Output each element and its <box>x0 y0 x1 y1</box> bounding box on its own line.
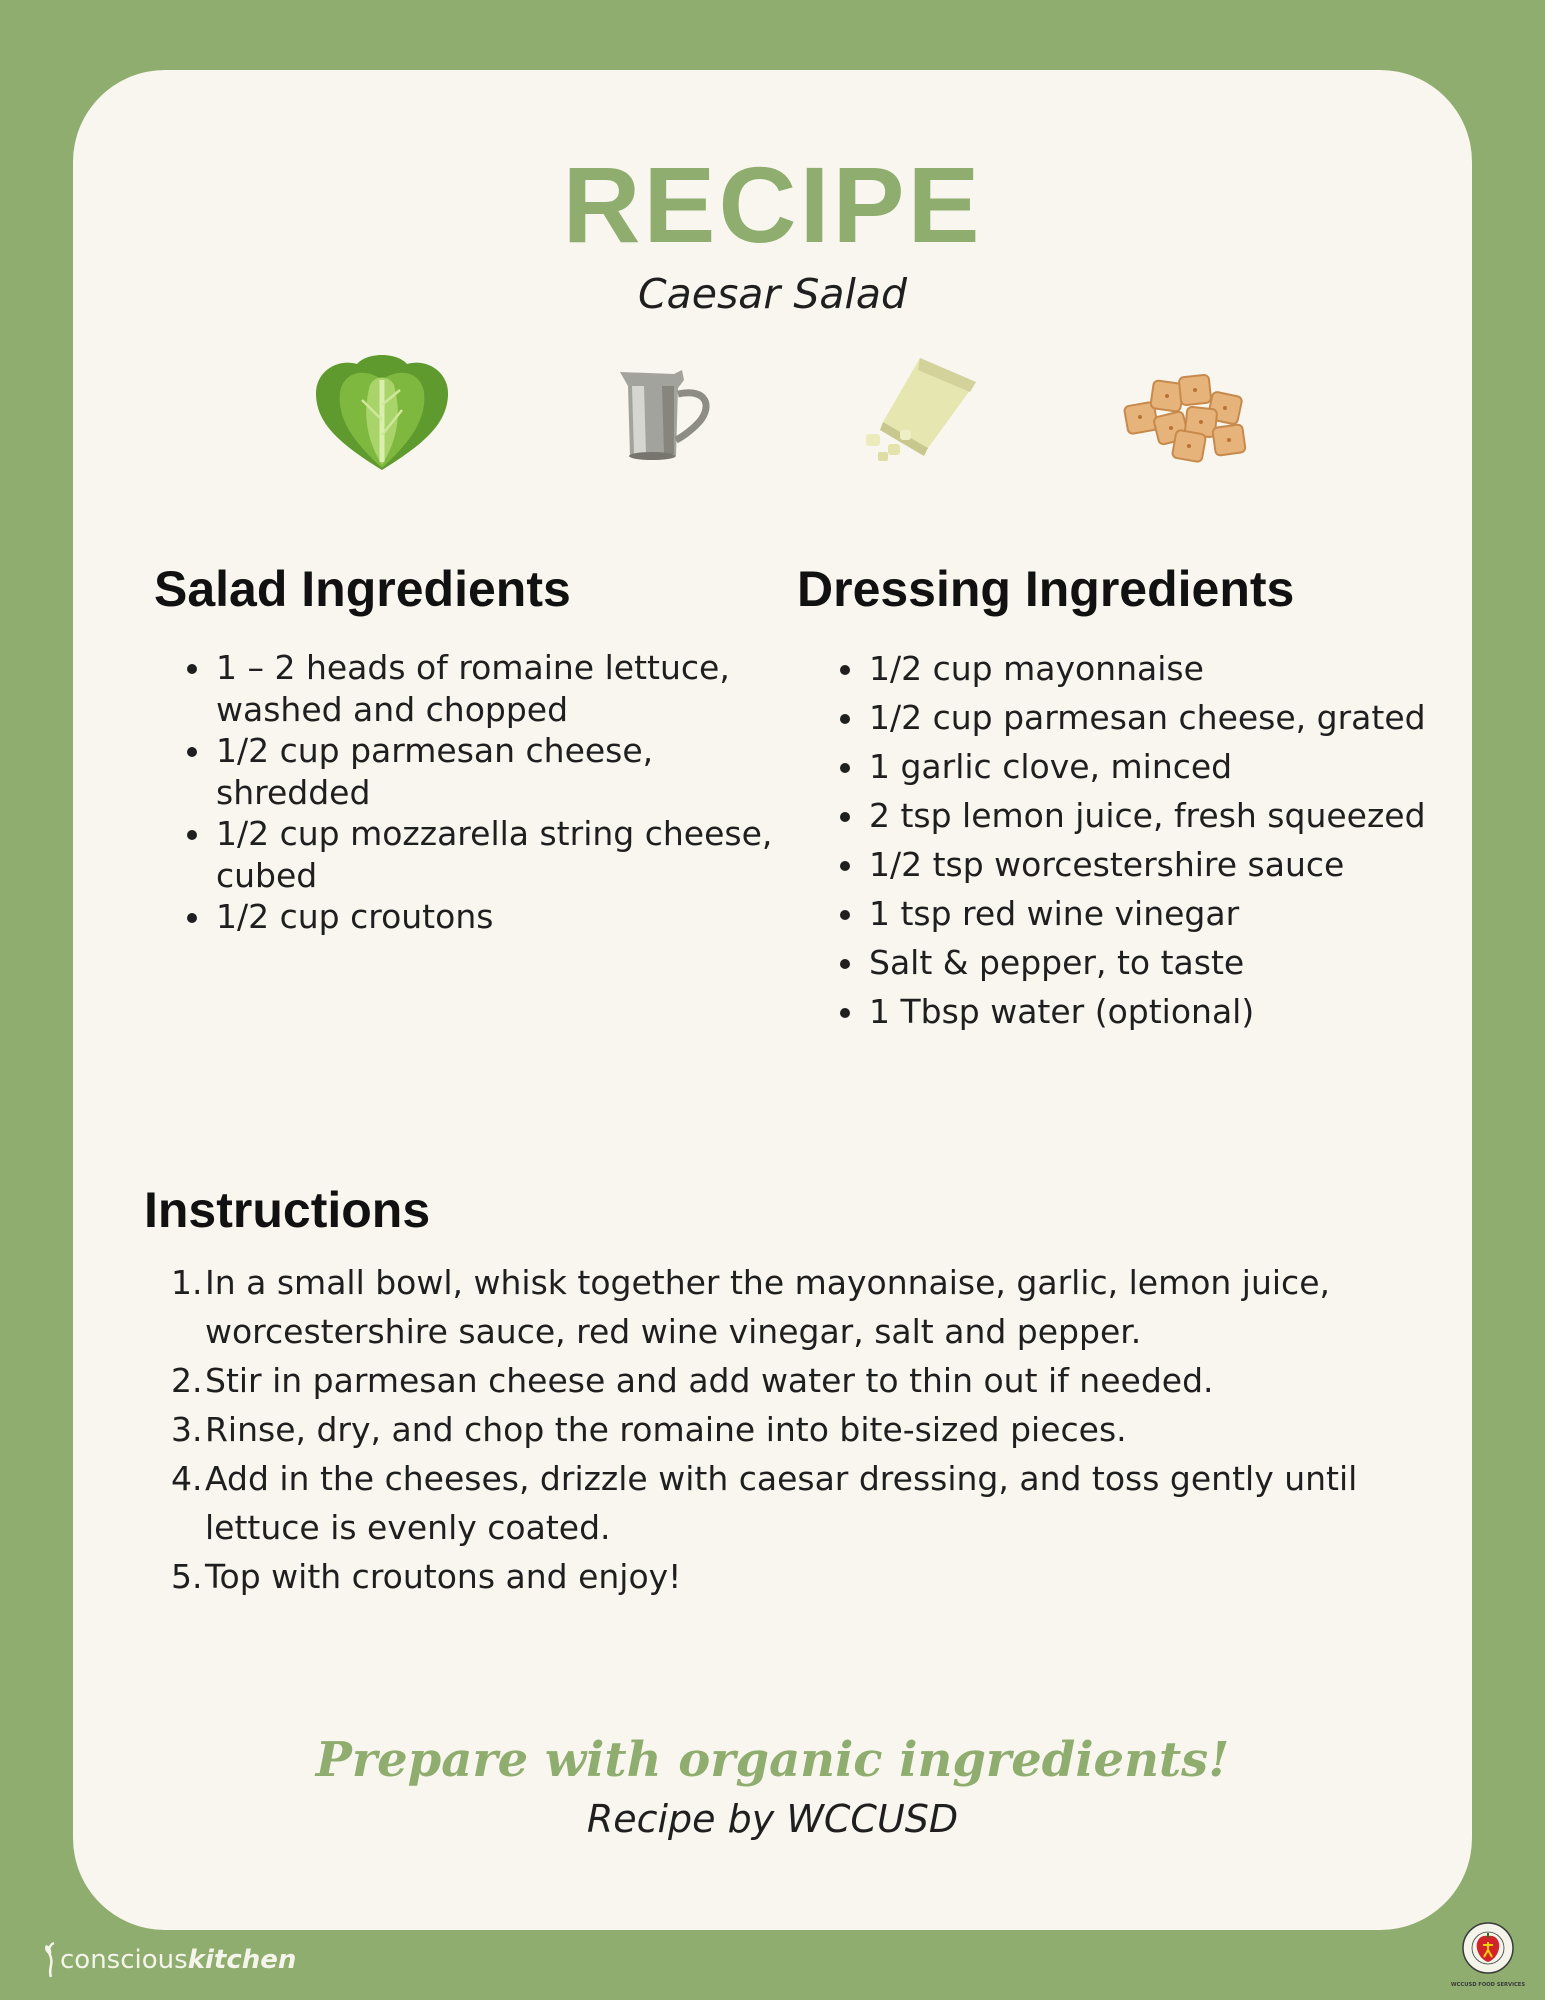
sprout-icon <box>42 1941 60 1979</box>
brand-light-text: conscious <box>60 1945 188 1975</box>
list-item: • 1/2 cup mayonnaise <box>867 644 1437 693</box>
step-text: Stir in parmesan cheese and add water to thin out if needed. <box>205 1361 1214 1400</box>
salad-ingredients-heading: Salad Ingredients <box>154 561 571 617</box>
instruction-step <box>145 1405 1400 1454</box>
list-item: • 1/2 tsp worcestershire sauce <box>867 840 1437 889</box>
list-item: • 1/2 cup parmesan cheese, grated <box>867 693 1437 742</box>
dressing-ingredients-heading: Dressing Ingredients <box>797 561 1295 617</box>
step-number: 4. <box>171 1459 203 1498</box>
step-text: Add in the cheeses, drizzle with caesar dressing, and toss gently until lettuce is evenly coated. <box>205 1459 1358 1547</box>
list-item: • 1 – 2 heads of romaine lettuce, washed and chopped <box>214 647 774 730</box>
pitcher-icon <box>612 366 722 466</box>
list-item: • 2 tsp lemon juice, fresh squeezed <box>867 791 1437 840</box>
step-text: In a small bowl, whisk together the mayonnaise, garlic, lemon juice, worcestershire sauce, red wine vinegar, salt and pepper. <box>205 1263 1330 1351</box>
parmesan-cheese-icon <box>858 352 983 464</box>
seal-text: WCCUSD FOOD SERVICES <box>1450 1982 1526 1988</box>
instruction-step <box>145 1454 1400 1552</box>
step-number: 3. <box>171 1410 203 1449</box>
recipe-name: Caesar Salad <box>637 270 908 318</box>
instruction-step <box>145 1356 1400 1405</box>
step-text: Top with croutons and enjoy! <box>205 1557 682 1596</box>
instruction-step <box>145 1258 1400 1356</box>
list-item: • 1/2 cup mozzarella string cheese, cubed <box>214 813 774 896</box>
wccusd-food-services-seal <box>1450 1920 1526 1998</box>
list-item: • 1 Tbsp water (optional) <box>867 987 1437 1036</box>
step-number: 2. <box>171 1361 203 1400</box>
page-title: RECIPE <box>562 144 983 265</box>
dressing-ingredients-list <box>829 644 1437 1036</box>
list-item: • 1 garlic clove, minced <box>867 742 1437 791</box>
recipe-credit: Recipe by WCCUSD <box>586 1797 959 1841</box>
instructions-heading: Instructions <box>144 1182 431 1238</box>
list-item: • 1/2 cup parmesan cheese, shredded <box>214 730 774 813</box>
list-item: • Salt & pepper, to taste <box>867 938 1437 987</box>
romaine-lettuce-icon <box>312 350 452 472</box>
instruction-step <box>145 1552 1400 1601</box>
salad-ingredients-list <box>176 647 774 938</box>
instructions-list <box>145 1258 1400 1601</box>
step-text: Rinse, dry, and chop the romaine into bite-sized pieces. <box>205 1410 1127 1449</box>
croutons-icon <box>1122 372 1254 464</box>
brand-bold-text: kitchen <box>187 1945 297 1975</box>
conscious-kitchen-logo <box>42 1940 296 1980</box>
list-item: • 1 tsp red wine vinegar <box>867 889 1437 938</box>
list-item: • 1/2 cup croutons <box>214 896 774 938</box>
organic-tagline: Prepare with organic ingredients! <box>315 1732 1230 1788</box>
step-number: 5. <box>171 1557 203 1596</box>
step-number: 1. <box>171 1263 203 1302</box>
